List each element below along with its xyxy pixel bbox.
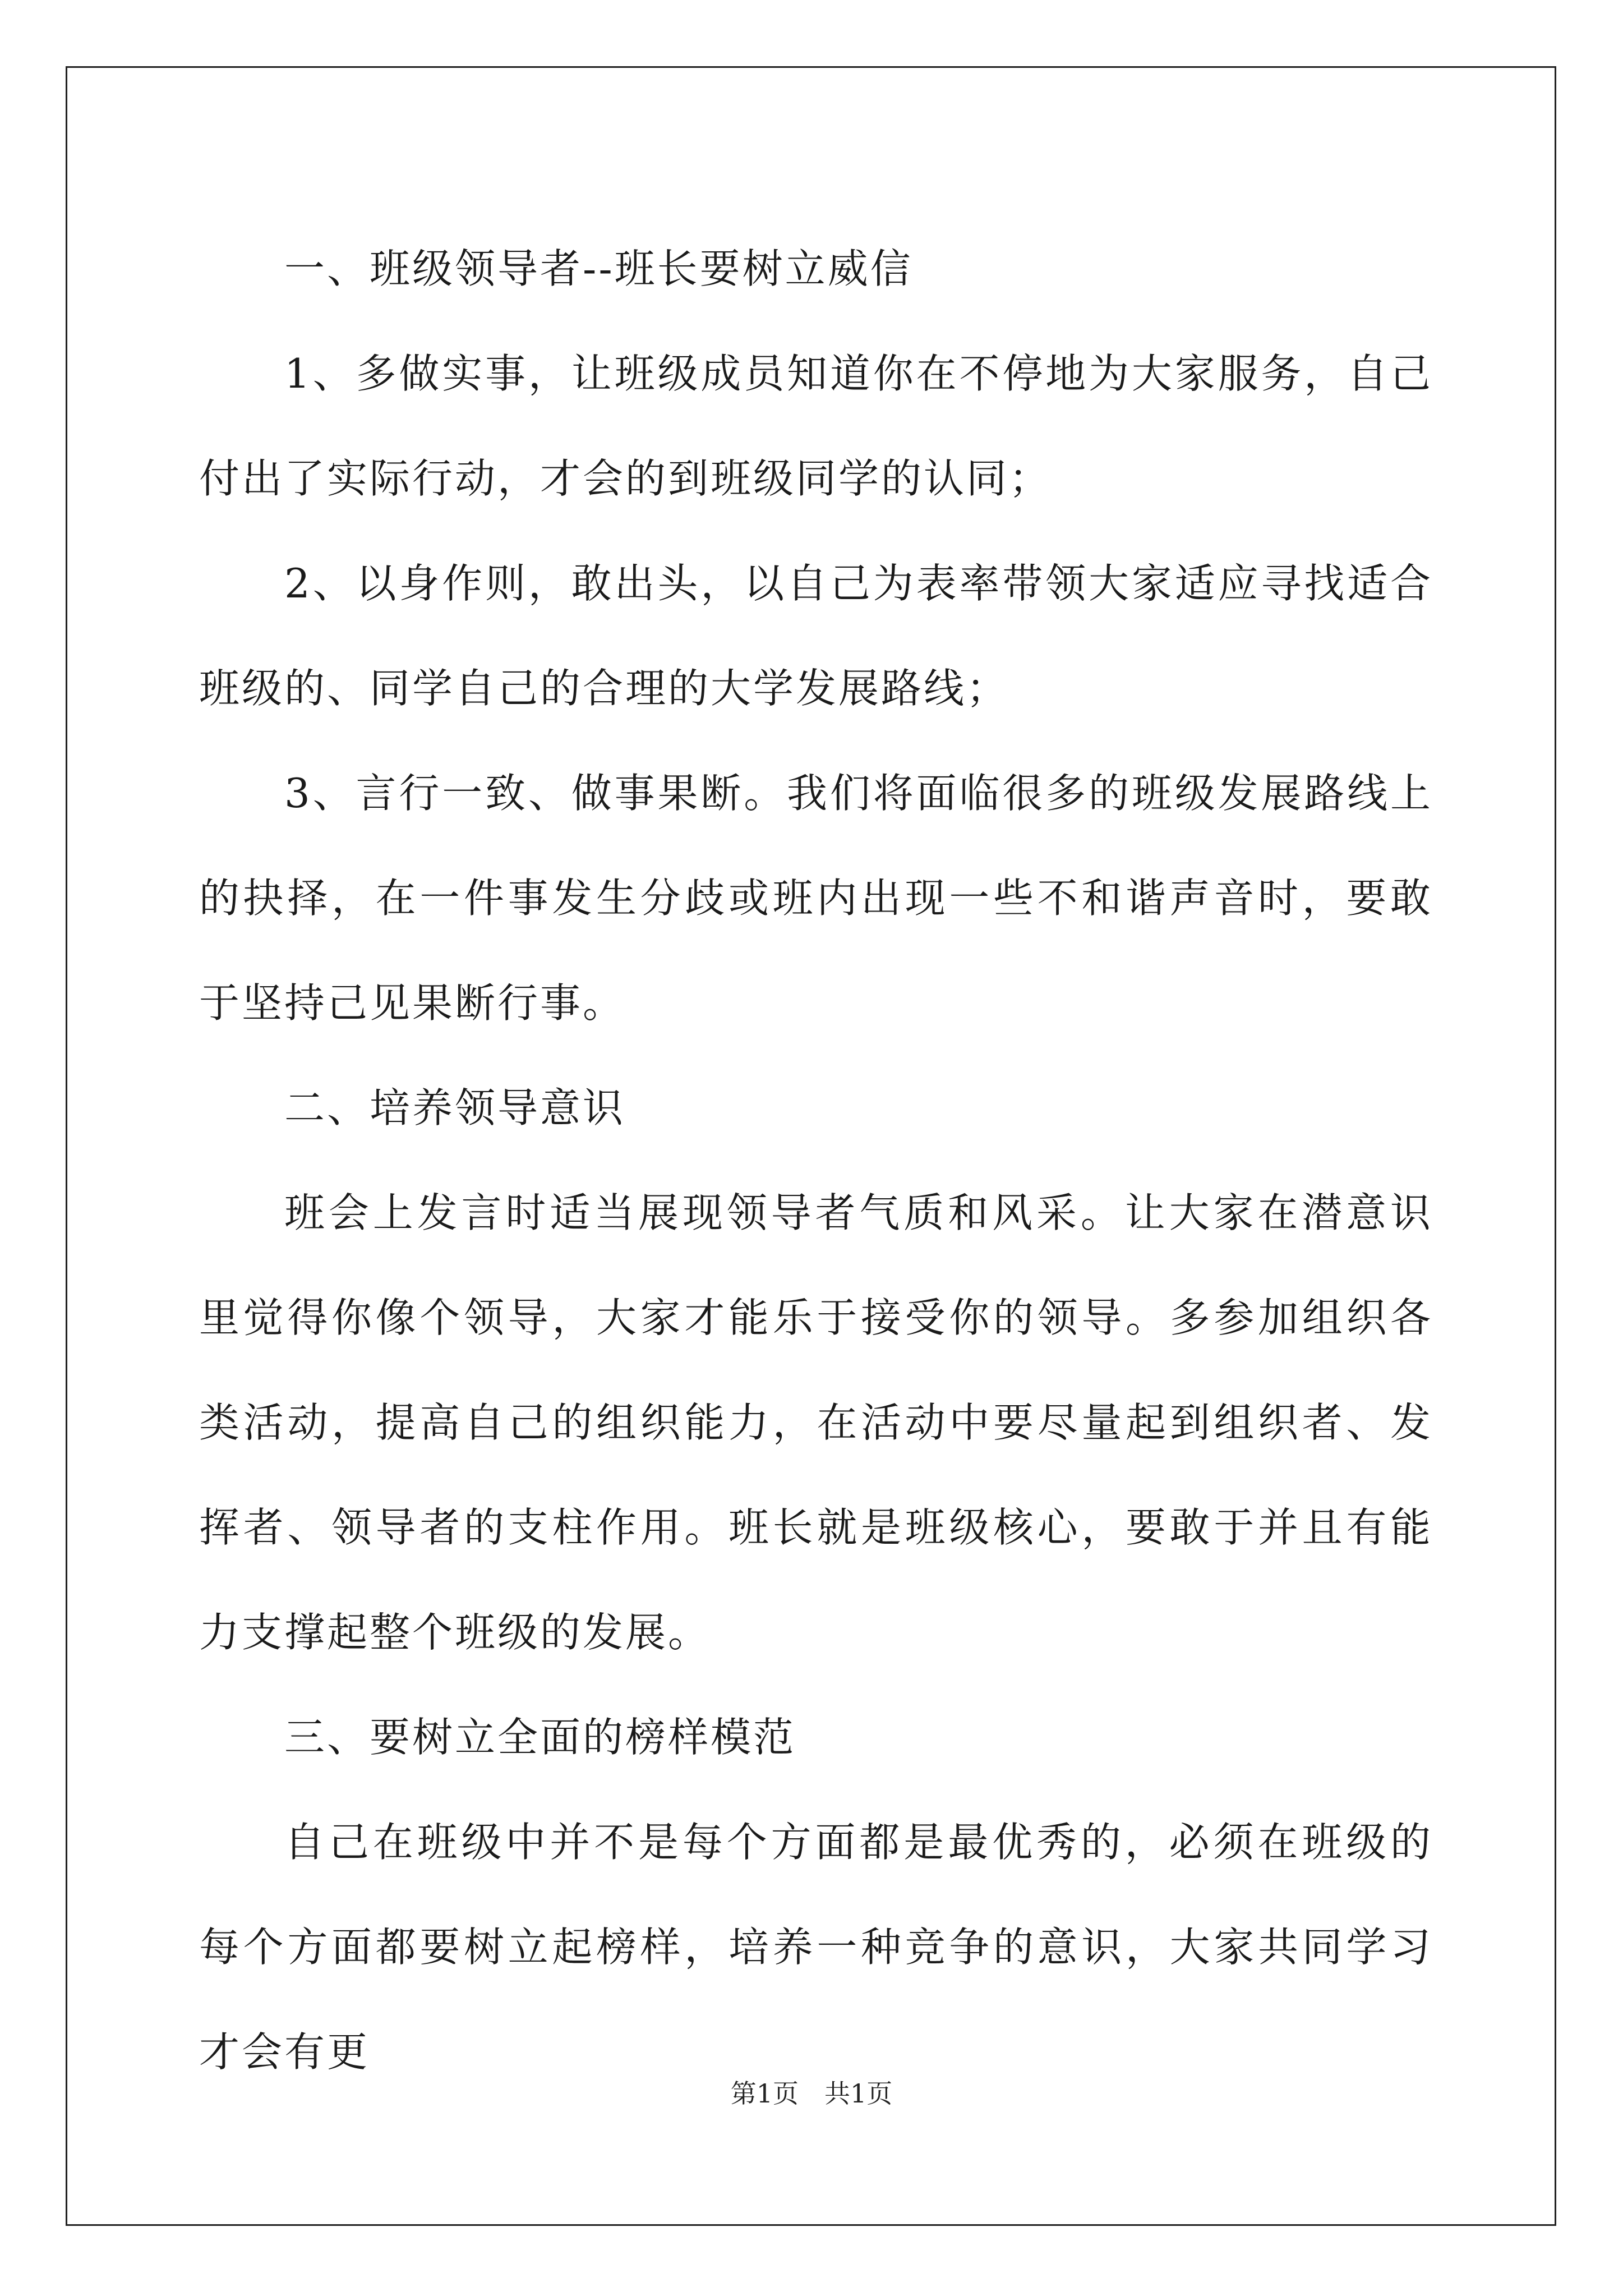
- paragraph-5: 自己在班级中并不是每个方面都是最优秀的，必须在班级的每个方面都要树立起榜样，培养一种竞争的意识，大家共同学习才会有更: [199, 1819, 1433, 2076]
- heading-1: 一、班级领导者--班长要树立威信: [284, 245, 913, 292]
- page-footer: 第1页 共1页: [730, 2078, 893, 2109]
- heading-2: 二、培养领导意识: [284, 1084, 626, 1131]
- paragraph-4: 班会上发言时适当展现领导者气质和风采。让大家在潜意识里觉得你像个领导，大家才能乐于接受你的领导。多参加组织各类活动，提高自己的组织能力，在活动中要尽量起到组织者、发挥者、领导者的支柱作用。班长就是班级核心，要敢于并且有能力支撑起整个班级的发展。: [199, 1189, 1433, 1656]
- paragraph-3: 3、言行一致、做事果断。我们将面临很多的班级发展路线上的抉择，在一件事发生分歧或班内出现一些不和谐声音时，要敢于坚持己见果断行事。: [199, 770, 1433, 1027]
- document-body: [199, 217, 1433, 2105]
- heading-3: 三、要树立全面的榜样模范: [284, 1714, 796, 1761]
- paragraph-2: 2、以身作则，敢出头，以自己为表率带领大家适应寻找适合班级的、同学自己的合理的大学发展路线；: [199, 560, 1433, 712]
- paragraph-1: 1、多做实事，让班级成员知道你在不停地为大家服务，自己付出了实际行动，才会的到班级同学的认同；: [199, 350, 1433, 502]
